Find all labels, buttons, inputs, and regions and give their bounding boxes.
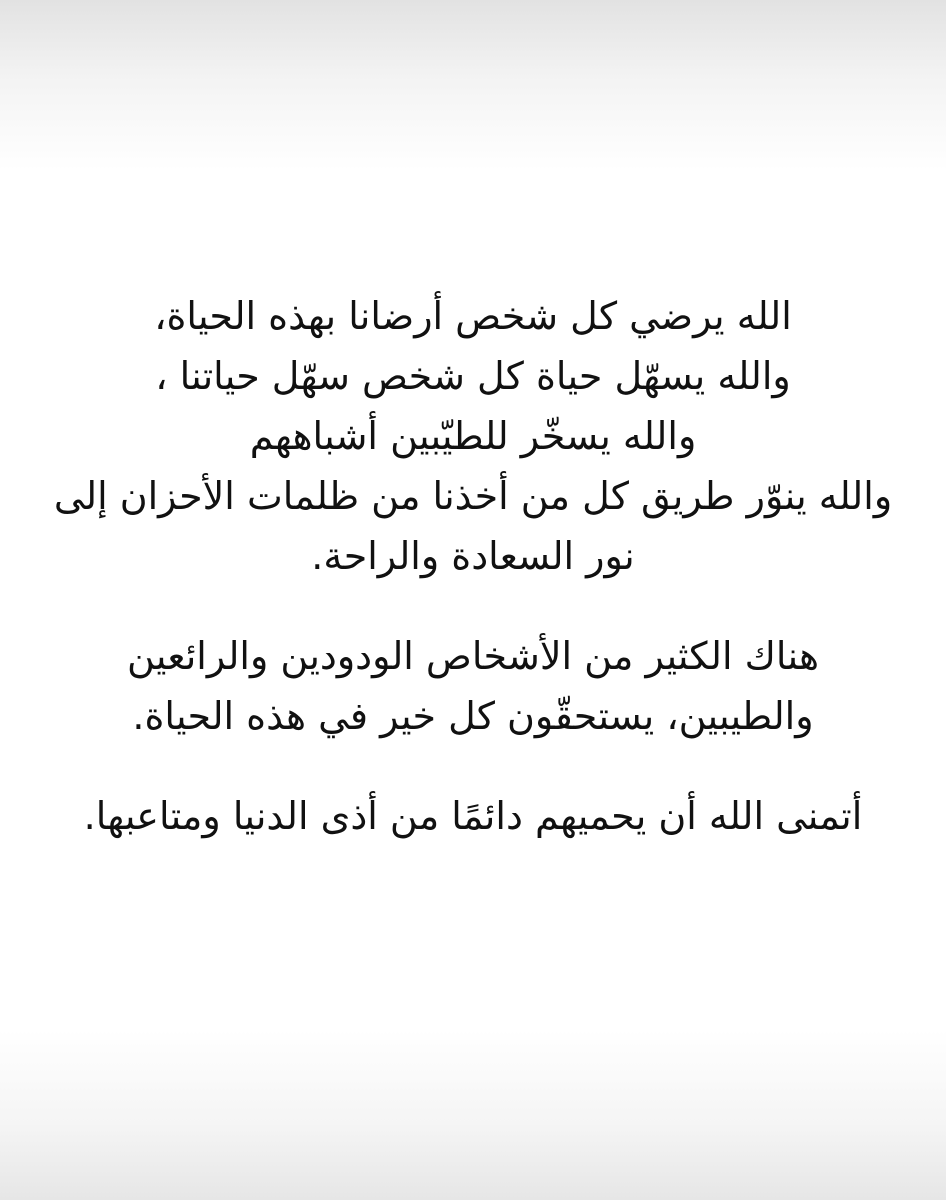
paragraph-2-line-1: هناك الكثير من الأشخاص الودودين والرائعين: [127, 634, 819, 678]
paragraph-2: [40, 626, 906, 746]
paragraph-1-line-5: نور السعادة والراحة.: [311, 534, 635, 578]
top-edge-shade: [0, 0, 946, 170]
paragraph-1-line-4: والله ينوّر طريق كل من أخذنا من ظلمات الأحزان إلى: [53, 474, 893, 518]
bottom-edge-shade: [0, 1030, 946, 1200]
paragraph-3-line-1: أتمنى الله أن يحميهم دائمًا من أذى الدنيا ومتاعبها.: [83, 794, 863, 838]
paragraph-1-line-3: والله يسخّر للطيّبين أشباههم: [249, 414, 697, 458]
paragraph-2-line-2: والطيبين، يستحقّون كل خير في هذه الحياة.: [132, 694, 814, 738]
paragraph-3: [40, 786, 906, 846]
paragraph-1: [40, 286, 906, 586]
paragraph-1-line-1: الله يرضي كل شخص أرضانا بهذه الحياة،: [154, 294, 792, 338]
paragraph-1-line-2: والله يسهّل حياة كل شخص سهّل حياتنا ،: [155, 354, 791, 398]
